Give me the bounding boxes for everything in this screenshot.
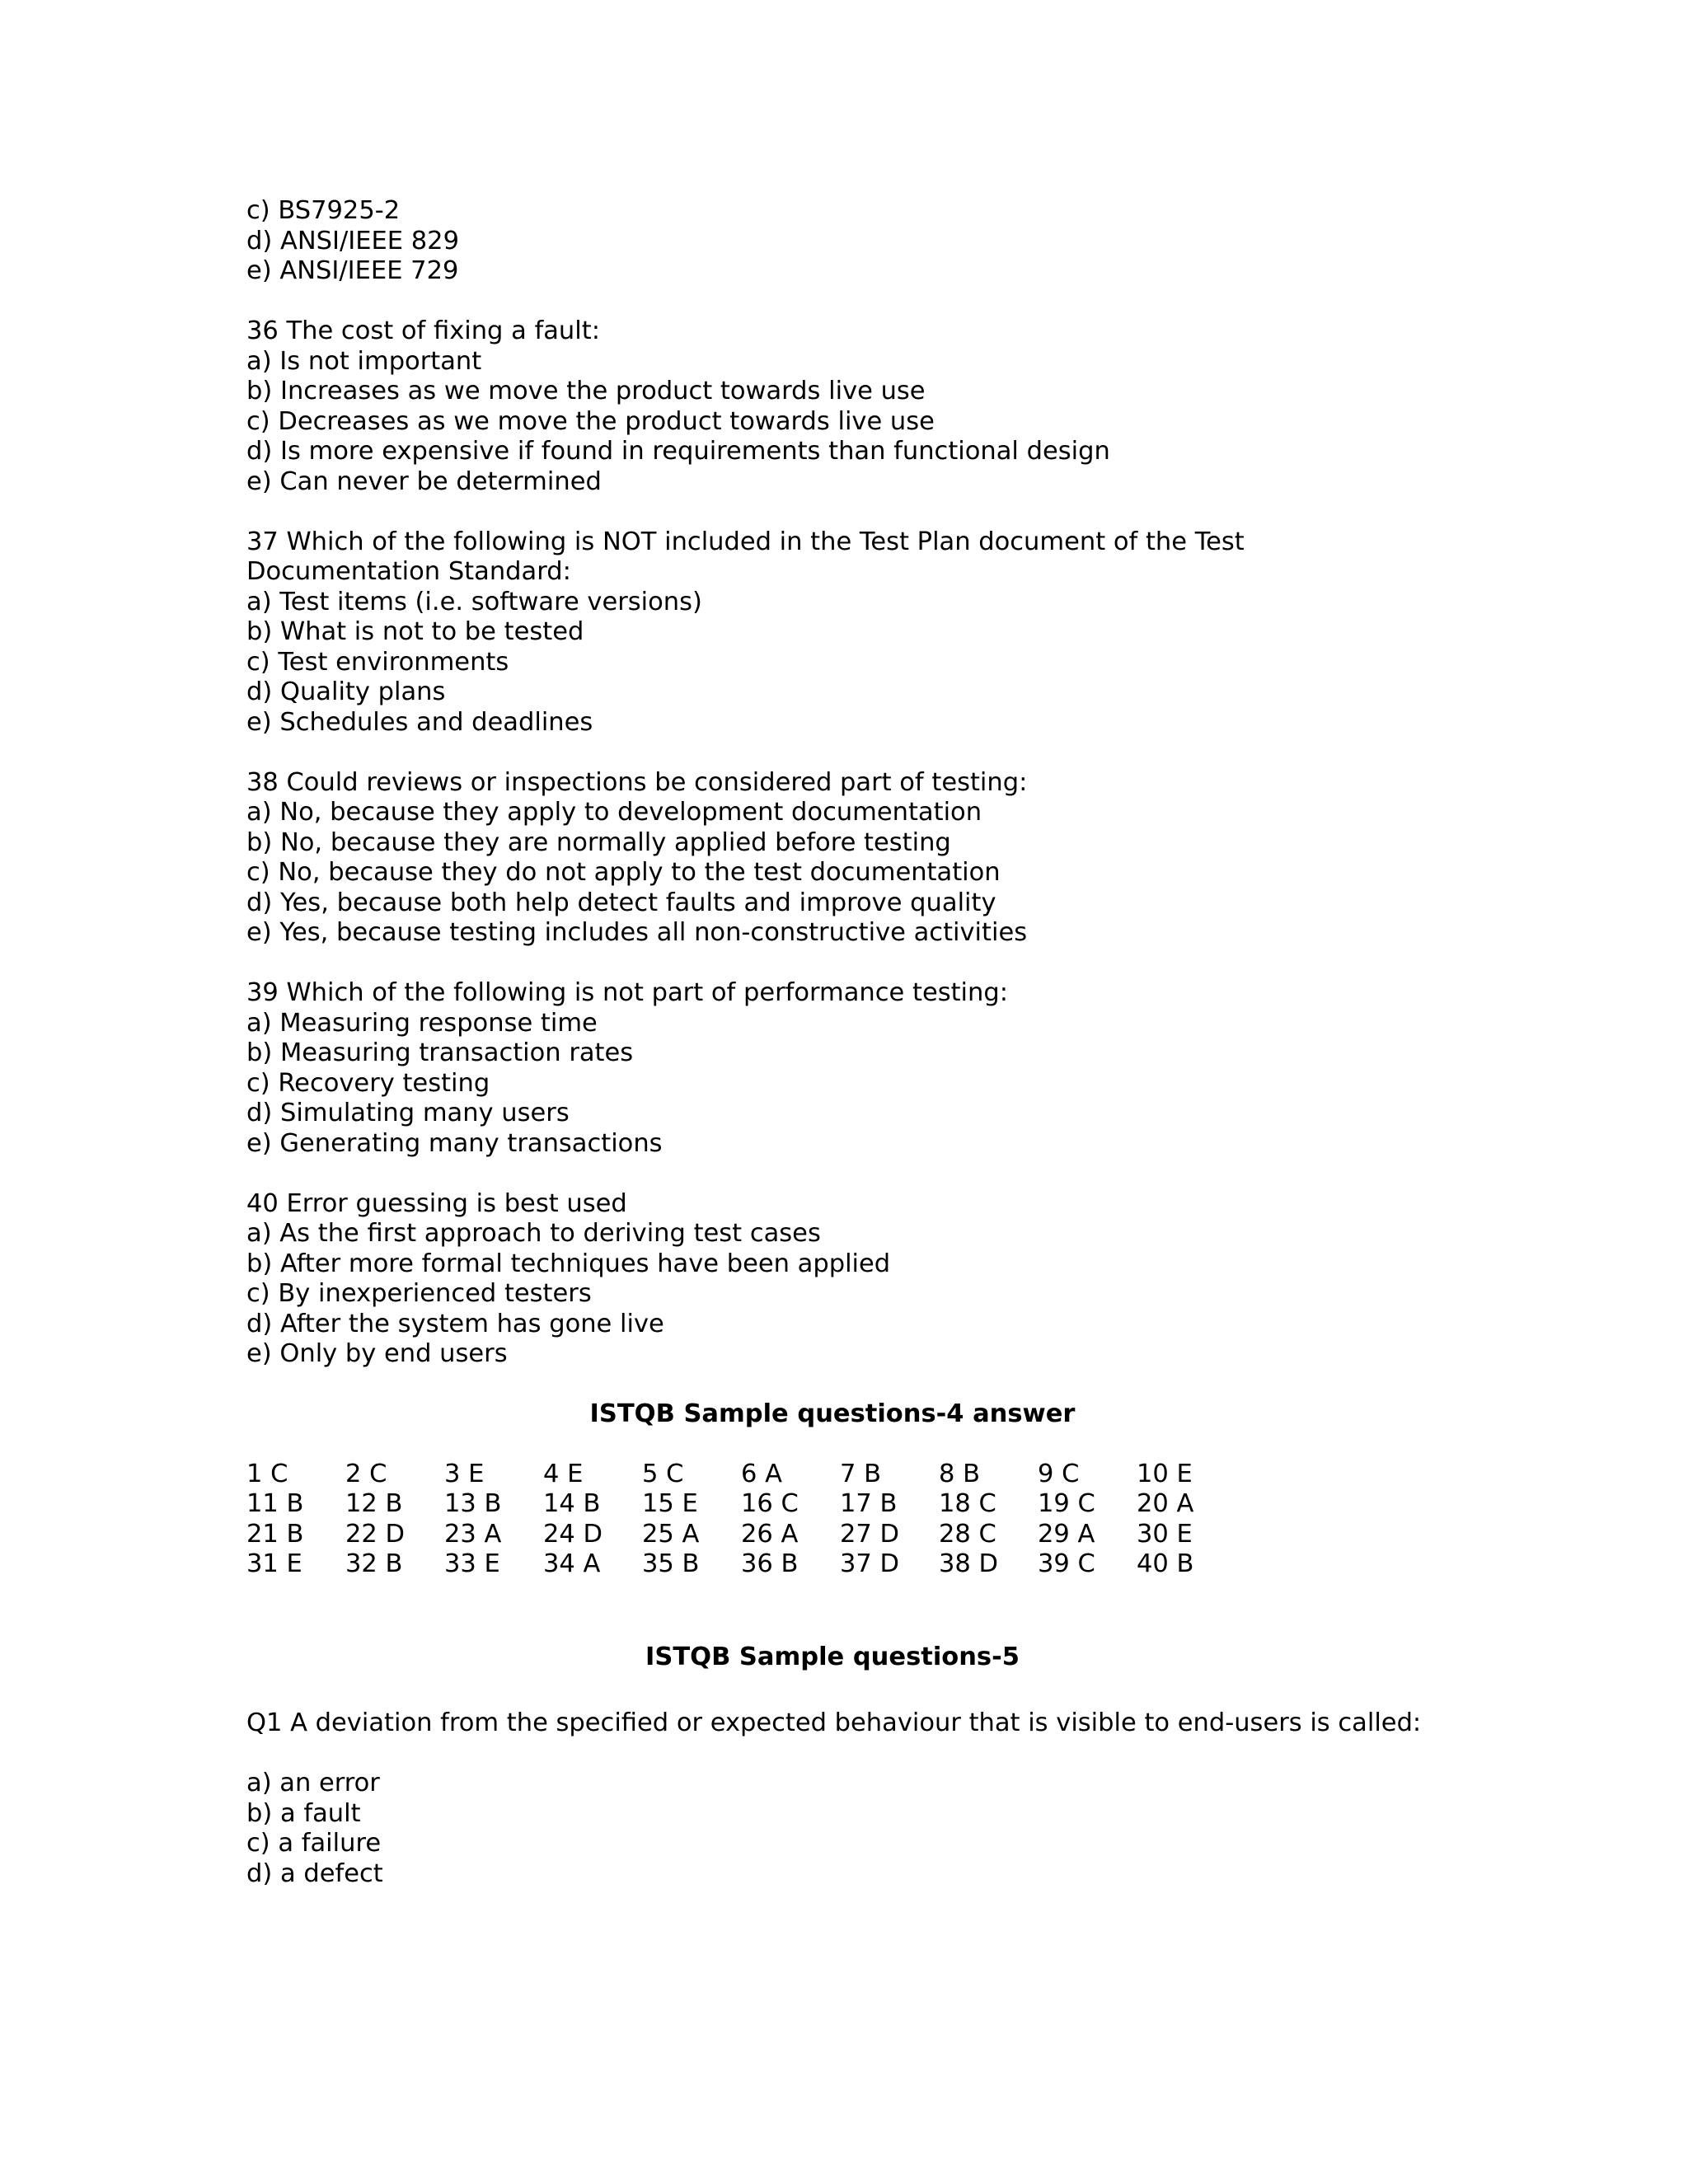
option-line: c) a failure bbox=[246, 1829, 382, 1858]
option-line: c) Recovery testing bbox=[246, 1068, 490, 1098]
answer-cell: 29 A bbox=[1038, 1519, 1095, 1549]
option-line: c) By inexperienced testers bbox=[246, 1279, 592, 1308]
question-q1-options bbox=[246, 1769, 1483, 1889]
answers-heading: ISTQB Sample questions-4 answer bbox=[589, 1399, 1076, 1428]
answer-cell: 40 B bbox=[1137, 1549, 1194, 1578]
option-line: c) No, because they do not apply to the test documentation bbox=[246, 858, 1001, 887]
answer-cell: 34 A bbox=[543, 1549, 601, 1578]
answer-cell: 28 C bbox=[939, 1519, 996, 1549]
answer-cell: 37 D bbox=[840, 1549, 899, 1578]
answer-cell: 27 D bbox=[840, 1519, 899, 1549]
answer-cell: 6 A bbox=[741, 1459, 782, 1488]
option-line: d) a defect bbox=[246, 1858, 383, 1888]
answer-cell: 7 B bbox=[840, 1459, 882, 1488]
answer-cell: 11 B bbox=[246, 1489, 304, 1518]
question-36 bbox=[246, 316, 1483, 497]
option-line: b) Increases as we move the product towards live use bbox=[246, 377, 926, 405]
answer-cell: 31 E bbox=[246, 1549, 302, 1578]
question-q1-stem bbox=[246, 1708, 1483, 1739]
answer-cell: 4 E bbox=[543, 1459, 584, 1488]
answer-cell: 19 C bbox=[1038, 1489, 1095, 1518]
option-line: b) After more formal techniques have been applied bbox=[246, 1249, 891, 1278]
answer-cell: 36 B bbox=[741, 1549, 799, 1578]
option-line: d) Quality plans bbox=[246, 677, 446, 706]
answer-cell: 39 C bbox=[1038, 1549, 1095, 1578]
question-stem: 38 Could reviews or inspections be considered part of testing: bbox=[246, 767, 1028, 797]
question-stem-continued: Documentation Standard: bbox=[246, 557, 571, 586]
answer-cell: 18 C bbox=[939, 1489, 996, 1518]
answer-cell: 38 D bbox=[939, 1549, 998, 1578]
question-40 bbox=[246, 1189, 1483, 1370]
answer-cell: 25 A bbox=[642, 1519, 700, 1549]
answer-cell: 22 D bbox=[345, 1519, 405, 1549]
answer-cell: 2 C bbox=[345, 1459, 387, 1488]
answer-cell: 33 E bbox=[444, 1549, 500, 1578]
answer-cell: 15 E bbox=[642, 1489, 698, 1518]
answer-cell: 35 B bbox=[642, 1549, 700, 1578]
answer-cell: 30 E bbox=[1137, 1519, 1193, 1549]
option-line: c) BS7925-2 bbox=[246, 196, 401, 225]
document-page bbox=[246, 196, 1483, 1889]
option-line: e) ANSI/IEEE 729 bbox=[246, 256, 459, 285]
option-line: b) What is not to be tested bbox=[246, 617, 584, 646]
option-line: e) Generating many transactions bbox=[246, 1128, 663, 1158]
answer-cell: 32 B bbox=[345, 1549, 403, 1578]
option-line: c) Decreases as we move the product towards live use bbox=[246, 406, 935, 436]
answer-cell: 1 C bbox=[246, 1459, 288, 1488]
question-stem: 37 Which of the following is NOT included in the Test Plan document of the Test bbox=[246, 527, 1245, 556]
answer-cell: 13 B bbox=[444, 1489, 502, 1518]
option-line: c) Test environments bbox=[246, 647, 509, 677]
question-39 bbox=[246, 978, 1483, 1159]
answer-table bbox=[246, 1460, 1483, 1580]
question-35-continued bbox=[246, 196, 1483, 287]
answer-cell: 9 C bbox=[1038, 1459, 1080, 1488]
answer-cell: 20 A bbox=[1137, 1489, 1194, 1518]
answer-cell: 5 C bbox=[642, 1459, 684, 1488]
answer-cell: 21 B bbox=[246, 1519, 304, 1549]
question-37 bbox=[246, 527, 1483, 738]
answer-cell: 10 E bbox=[1137, 1459, 1193, 1488]
answer-cell: 26 A bbox=[741, 1519, 799, 1549]
option-line: e) Only by end users bbox=[246, 1339, 508, 1368]
option-line: d) Is more expensive if found in requirements than functional design bbox=[246, 437, 1110, 466]
option-line: d) Yes, because both help detect faults and improve quality bbox=[246, 888, 996, 917]
answer-cell: 23 A bbox=[444, 1519, 502, 1549]
option-line: e) Yes, because testing includes all non-constructive activities bbox=[246, 918, 1028, 947]
section-5-heading: ISTQB Sample questions-5 bbox=[645, 1642, 1020, 1671]
question-38 bbox=[246, 768, 1483, 949]
question-stem: Q1 A deviation from the specified or expected behaviour that is visible to end-users is called: bbox=[246, 1708, 1422, 1737]
option-line: b) Measuring transaction rates bbox=[246, 1038, 634, 1067]
answer-cell: 12 B bbox=[345, 1489, 403, 1518]
option-line: d) Simulating many users bbox=[246, 1099, 570, 1127]
answer-cell: 17 B bbox=[840, 1489, 898, 1518]
option-line: a) As the first approach to deriving test cases bbox=[246, 1219, 821, 1248]
answer-cell: 24 D bbox=[543, 1519, 603, 1549]
question-stem: 39 Which of the following is not part of performance testing: bbox=[246, 978, 1008, 1007]
question-stem: 36 The cost of fixing a fault: bbox=[246, 316, 600, 345]
answer-cell: 3 E bbox=[444, 1459, 485, 1488]
option-line: a) Test items (i.e. software versions) bbox=[246, 587, 702, 616]
option-line: d) ANSI/IEEE 829 bbox=[246, 226, 459, 255]
option-line: a) Measuring response time bbox=[246, 1008, 598, 1038]
answer-cell: 8 B bbox=[939, 1459, 981, 1488]
option-line: d) After the system has gone live bbox=[246, 1309, 664, 1338]
option-line: b) No, because they are normally applied before testing bbox=[246, 827, 951, 857]
answer-cell: 16 C bbox=[741, 1489, 799, 1518]
answer-cell: 14 B bbox=[543, 1489, 601, 1518]
option-line: a) an error bbox=[246, 1769, 380, 1797]
option-line: e) Can never be determined bbox=[246, 466, 602, 496]
option-line: b) a fault bbox=[246, 1798, 361, 1828]
question-stem: 40 Error guessing is best used bbox=[246, 1188, 627, 1218]
option-line: a) No, because they apply to development documentation bbox=[246, 798, 982, 827]
option-line: e) Schedules and deadlines bbox=[246, 707, 593, 737]
option-line: a) Is not important bbox=[246, 346, 482, 376]
